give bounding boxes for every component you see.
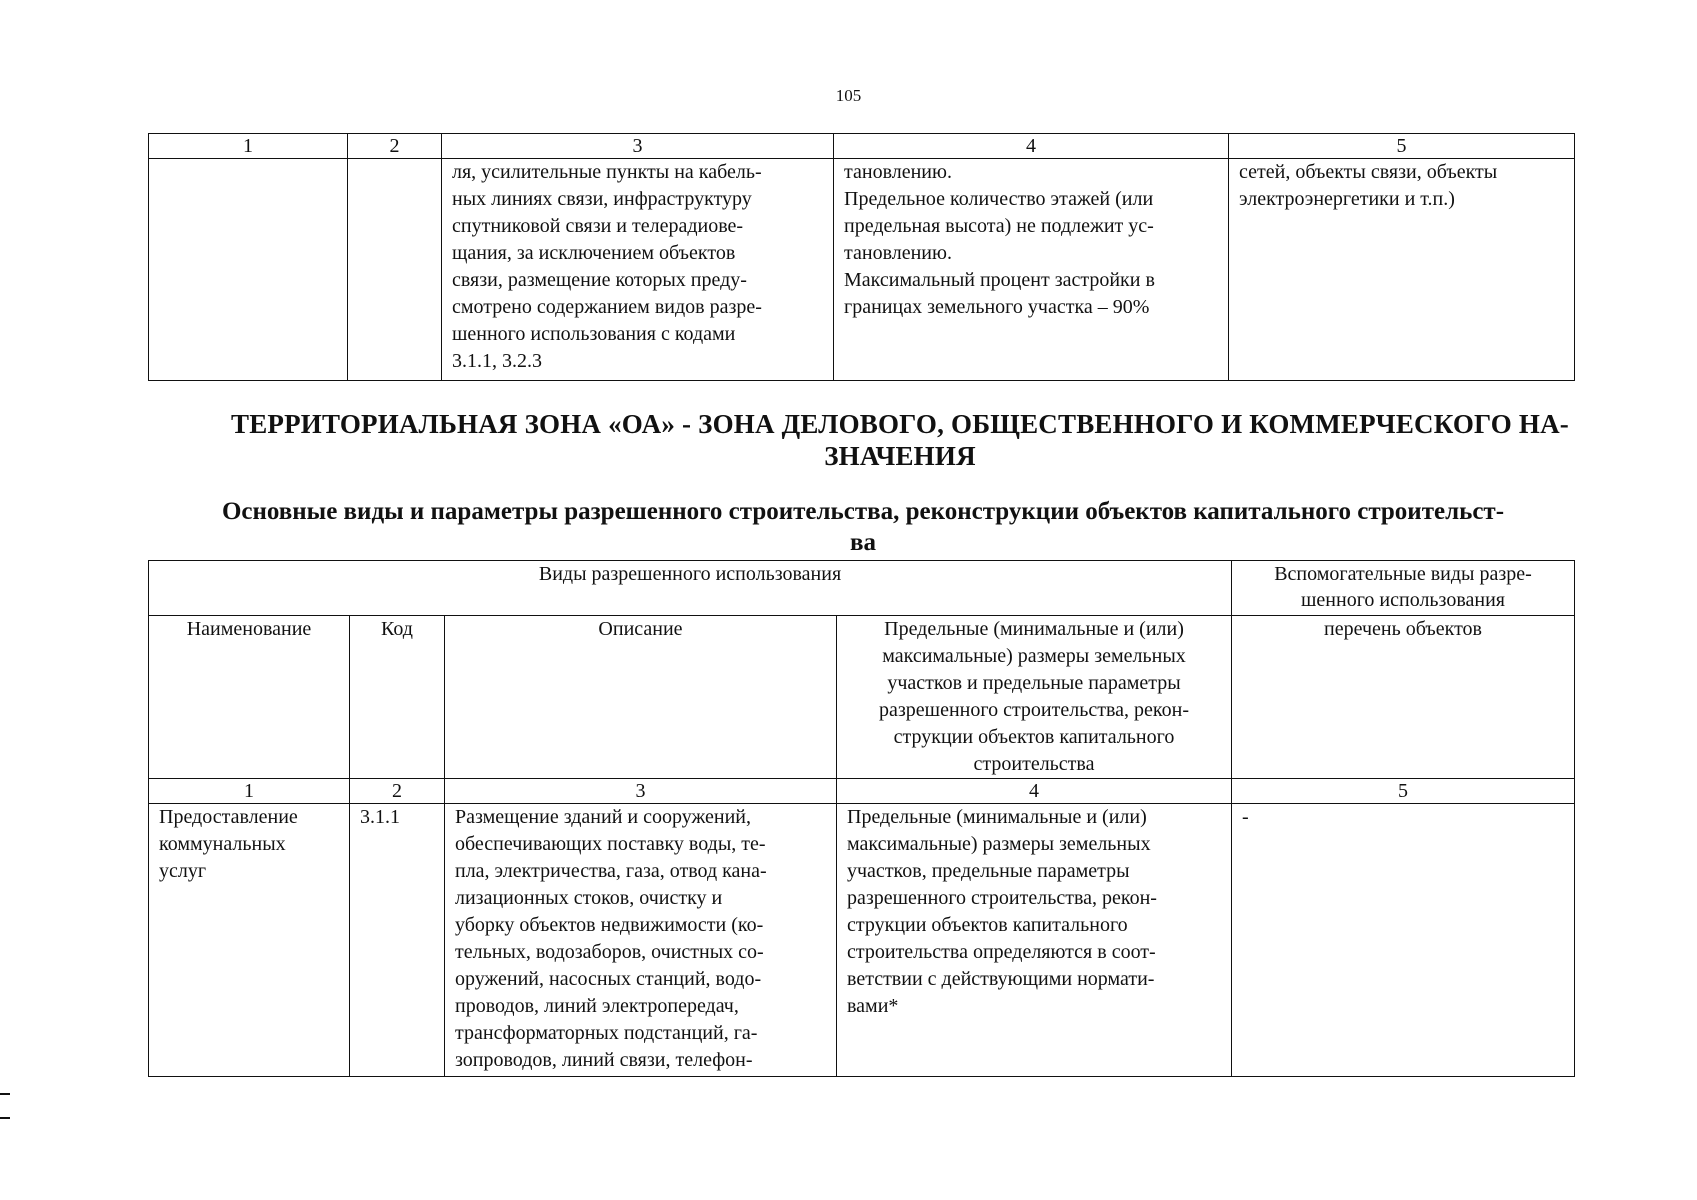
title-line: ЗНАЧЕНИЯ [824,441,976,471]
text-line: Предельное количество этажей (или [844,188,1154,210]
aux-cell: - [1232,804,1575,1077]
header-aux-list: перечень объектов [1232,616,1575,779]
column-number: 5 [1232,779,1575,804]
text-line: тановлению. [844,242,952,264]
text-line: границах земельного участка – 90% [844,296,1150,318]
text-line: струкции объектов капитального [847,914,1128,936]
text-line: ля, усилительные пункты на кабель- [452,161,762,183]
zone-title [200,408,1600,472]
column-number: 5 [1229,134,1575,159]
text-line: Предельные (минимальные и (или) [847,806,1147,828]
text-line: шенного использования с кодами [452,323,736,345]
text-line: вами* [847,995,899,1017]
column-header-row [149,616,1575,779]
text-line: смотрено содержанием видов разре- [452,296,762,318]
limits-cell [837,804,1232,1077]
text-line: оружений, насосных станций, водо- [455,968,762,990]
margin-mark [0,1117,10,1119]
text-line: Вспомогательные виды разре- [1274,563,1532,585]
column-number: 4 [837,779,1232,804]
column-number-row [149,779,1575,804]
group-header-row [149,561,1575,616]
aux-group-header [1232,561,1575,616]
text-line: участков, предельные параметры [847,860,1130,882]
column-number: 1 [149,134,348,159]
text-line: шенного использования [1301,589,1505,611]
text-line: трансформаторных подстанций, га- [455,1022,758,1044]
text-line: строительства [973,753,1095,775]
text-line: Размещение зданий и сооружений, [455,806,752,828]
name-cell [149,804,350,1077]
description-cell [442,159,834,381]
text-line: уборку объектов недвижимости (ко- [455,914,764,936]
text-line: участков и предельные параметры [887,672,1181,694]
text-line: строительства определяются в соот- [847,941,1156,963]
text-line: ветствии с действующими нормати- [847,968,1155,990]
usage-table [148,560,1575,1077]
text-line: обеспечивающих поставку воды, те- [455,833,766,855]
text-line: струкции объектов капитального [893,726,1175,748]
limits-cell [834,159,1229,381]
text-line: электроэнергетики и т.п.) [1239,188,1455,210]
text-line: щания, за исключением объектов [452,242,736,264]
header-limits [837,616,1232,779]
name-cell [149,159,348,381]
text-line: проводов, линий электропередач, [455,995,739,1017]
text-line: максимальные) размеры земельных [847,833,1151,855]
text-line: пла, электричества, газа, отвод кана- [455,860,767,882]
column-number: 4 [834,134,1229,159]
text-line: тельных, водозаборов, очистных со- [455,941,764,963]
code-cell: 3.1.1 [350,804,445,1077]
table-row [149,159,1575,381]
text-line: предельная высота) не подлежит ус- [844,215,1154,237]
description-cell [445,804,837,1077]
text-line: Максимальный процент застройки в [844,269,1155,291]
text-line: разрешенного строительства, рекон- [847,887,1157,909]
text-line: лизационных стоков, очистку и [455,887,723,909]
text-line: ных линиях связи, инфраструктуру [452,188,752,210]
header-code: Код [350,616,445,779]
subtitle-line: ва [849,529,876,556]
table-row [149,804,1575,1077]
continued-table [148,133,1575,381]
text-line: зопроводов, линий связи, телефон- [455,1049,753,1071]
group-header: Виды разрешенного использования [149,561,1232,616]
margin-mark [0,1093,10,1095]
column-number: 3 [445,779,837,804]
text-line: услуг [159,860,207,882]
column-number: 1 [149,779,350,804]
text-line: коммунальных [159,833,286,855]
page-number: 105 [835,86,862,105]
subtitle-line: Основные виды и параметры разрешенного строительства, реконструкции объектов капитального строительст- [221,498,1505,525]
text-line: разрешенного строительства, рекон- [879,699,1189,721]
column-number-row [149,134,1575,159]
text-line: максимальные) размеры земельных [882,645,1186,667]
column-number: 3 [442,134,834,159]
column-number: 2 [348,134,442,159]
text-line: сетей, объекты связи, объекты [1239,161,1498,183]
text-line: тановлению. [844,161,952,183]
text-line: 3.1.1, 3.2.3 [452,350,542,372]
header-description: Описание [445,616,837,779]
text-line: связи, размещение которых преду- [452,269,747,291]
column-number: 2 [350,779,445,804]
section-subtitle [148,496,1578,558]
header-name: Наименование [149,616,350,779]
text-line: спутниковой связи и телерадиове- [452,215,744,237]
aux-cell [1229,159,1575,381]
code-cell [348,159,442,381]
text-line: Предельные (минимальные и (или) [884,618,1184,640]
text-line: Предоставление [159,806,298,828]
title-line: ТЕРРИТОРИАЛЬНАЯ ЗОНА «ОА» - ЗОНА ДЕЛОВОГО, ОБЩЕСТВЕННОГО И КОММЕРЧЕСКОГО НА- [231,409,1569,439]
